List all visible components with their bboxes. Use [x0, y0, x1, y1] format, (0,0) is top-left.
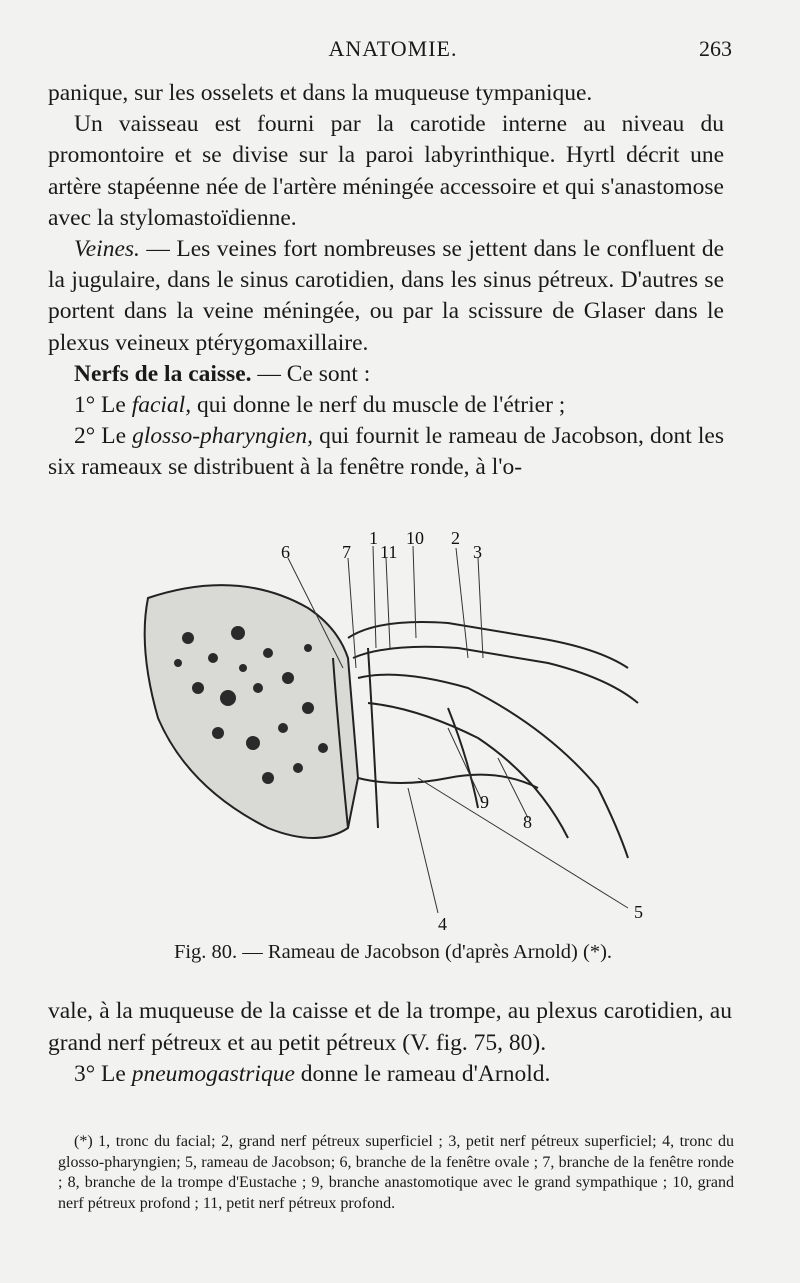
footnote: [58, 1132, 734, 1214]
item-name: facial,: [131, 392, 192, 419]
footnote-text: (*) 1, tronc du facial; 2, grand nerf pétreux superficiel ; 3, petit nerf pétreux superficiel; 4, tronc du glosso-pharyngien; 5, rameau de Jacobson; 6, branche de la fenêtre ovale ; 7, branche de la fenêtre ronde ; 8, branche de la trompe d'Eustache ; 9, branche anastomotique avec le grand sympathique ; 10, grand nerf pétreux profond ; 11, petit nerf pétreux profond.: [58, 1133, 734, 1212]
running-title: ANATOMIE.: [328, 36, 458, 61]
item-prefix: 2° Le: [74, 423, 133, 450]
nerve-trunk-illustration: [333, 622, 638, 858]
figure-label: 2: [451, 528, 460, 548]
figure-label: 4: [438, 914, 447, 934]
paragraph: Un vaisseau est fourni par la carotide interne au niveau du promontoire et se divise sur la paroi labyrinthique. Hyrtl décrit une artère stapéenne née de l'artère méningée accessoire et qui s'anastomose avec la stylomastoïdienne.: [48, 111, 724, 231]
item-name: pneumogastrique: [131, 1061, 295, 1087]
item-prefix: 3° Le: [74, 1061, 132, 1087]
item-prefix: 1° Le: [74, 392, 132, 419]
body-text-bottom: [48, 996, 732, 1091]
item-name: glosso-pharyngien,: [132, 423, 313, 450]
list-item-pneumogastrique: [48, 1059, 732, 1091]
nerfs-text: — Ce sont :: [251, 360, 371, 387]
bone-block-illustration: [145, 585, 358, 838]
list-item-glosso: [48, 421, 724, 483]
body-text-top: [48, 78, 724, 484]
figure-caption: Fig. 80. — Rameau de Jacobson (d'après Arnold) (*).: [173, 941, 613, 963]
figure-label: 8: [523, 812, 532, 832]
item-text: donne le rameau d'Arnold.: [294, 1061, 551, 1087]
figure-label: 9: [480, 792, 489, 812]
figure-label: 10: [406, 528, 424, 548]
item-text: qui fournit le rameau de Jacobson, dont les six rameaux se distribuent à la fenêtre ronde, à l'o-: [48, 423, 725, 481]
figure-jacobson-engraving: [118, 528, 678, 938]
veines-text: — Les veines fort nombreuses se jettent dans le confluent de la jugulaire, dans le sinus carotidien, dans les sinus pétreux. D'autres se portent dans la veine méningée, ou par la scissure de Glaser dans le plexus veineux ptérygomaxillaire.: [48, 236, 724, 356]
figure-label: 3: [473, 542, 482, 562]
paragraph: panique, sur les osselets et dans la muqueuse tympanique.: [48, 80, 593, 106]
list-item-facial: [48, 390, 724, 421]
page-number: 263: [699, 36, 732, 61]
veines-heading: Veines.: [74, 236, 140, 263]
figure-label: 11: [380, 542, 398, 562]
paragraph: vale, à la muqueuse de la caisse et de la trompe, au plexus carotidien, au grand nerf pétreux et au petit pétreux (V. fig. 75, 80).: [48, 998, 732, 1056]
figure-label: 6: [281, 542, 290, 562]
paragraph-veines: [48, 234, 724, 359]
item-text: qui donne le nerf du muscle de l'étrier ;: [191, 392, 566, 419]
figure-label: 7: [342, 542, 351, 562]
figure-label: 1: [369, 528, 378, 548]
paragraph-nerfs: [48, 359, 724, 390]
nerfs-heading: Nerfs de la caisse.: [74, 360, 252, 387]
running-header: [48, 34, 738, 68]
figure-label: 5: [634, 902, 643, 922]
